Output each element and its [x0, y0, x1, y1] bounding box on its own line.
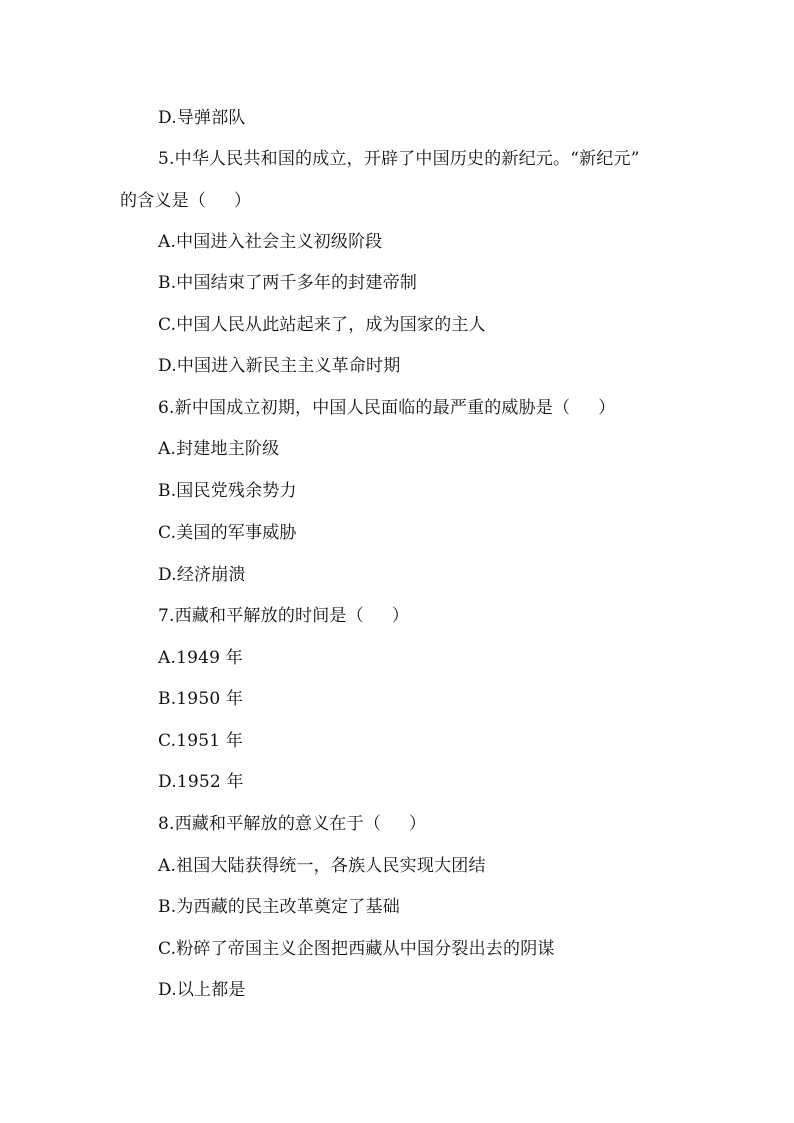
q7-option-a: [158, 647, 243, 669]
q7-option-b: [158, 688, 243, 710]
line-text: ）: [234, 191, 252, 211]
q5-option-c: [158, 314, 486, 336]
q7-option-d: [158, 771, 244, 793]
line-text: D.1952 年: [158, 772, 244, 792]
q6-option-b: [158, 480, 297, 502]
q6-option-c: [158, 522, 297, 544]
line-text: C.1951 年: [158, 731, 244, 751]
q5-option-b: [158, 272, 417, 294]
q6-stem: [158, 397, 615, 419]
q8-option-c: [158, 938, 555, 960]
q7-option-c: [158, 730, 243, 752]
q6-option-a: [158, 438, 279, 460]
line-text: A.祖国大陆获得统一，各族人民实现大团结: [158, 856, 486, 876]
line-text: C.美国的军事威胁: [158, 523, 297, 543]
q7-stem: [158, 605, 409, 627]
q4-option-d: [158, 107, 246, 129]
line-text: ）: [391, 606, 410, 626]
line-text: A.中国进入社会主义初级阶段: [158, 232, 383, 252]
q6-option-d: [158, 564, 246, 586]
q5-stem-line2: [120, 190, 251, 212]
line-text: ）: [409, 814, 427, 834]
line-text: D.导弹部队: [158, 108, 246, 128]
line-text: C.粉碎了帝国主义企图把西藏从中国分裂出去的阴谋: [158, 939, 555, 959]
line-text: C.中国人民从此站起来了，成为国家的主人: [158, 315, 486, 335]
line-text: 7.西藏和平解放的时间是（: [158, 606, 364, 626]
line-text: B.国民党残余势力: [158, 481, 297, 501]
line-text: 5.中华人民共和国的成立，开辟了中国历史的新纪元。“新纪元”: [158, 149, 640, 169]
q8-option-a: [158, 855, 486, 877]
line-text: B.1950 年: [158, 689, 244, 709]
line-text: 的含义是（: [120, 191, 206, 211]
line-text: D.以上都是: [158, 980, 246, 1000]
line-text: 8.西藏和平解放的意义在于（: [158, 814, 382, 834]
q8-option-b: [158, 896, 400, 918]
line-text: ）: [598, 398, 616, 418]
line-text: 6.新中国成立初期，中国人民面临的最严重的威胁是（: [158, 398, 571, 418]
line-text: A.封建地主阶级: [158, 439, 280, 459]
q8-stem: [158, 813, 426, 835]
line-text: D.中国进入新民主主义革命时期: [158, 356, 401, 376]
line-text: A.1949 年: [158, 648, 243, 668]
line-text: B.中国结束了两千多年的封建帝制: [158, 273, 418, 293]
line-text: D.经济崩溃: [158, 565, 246, 585]
q5-option-d: [158, 355, 400, 377]
q8-option-d: [158, 979, 246, 1001]
q5-option-a: [158, 231, 382, 253]
q5-stem-line1: [158, 148, 640, 170]
line-text: B.为西藏的民主改革奠定了基础: [158, 897, 400, 917]
